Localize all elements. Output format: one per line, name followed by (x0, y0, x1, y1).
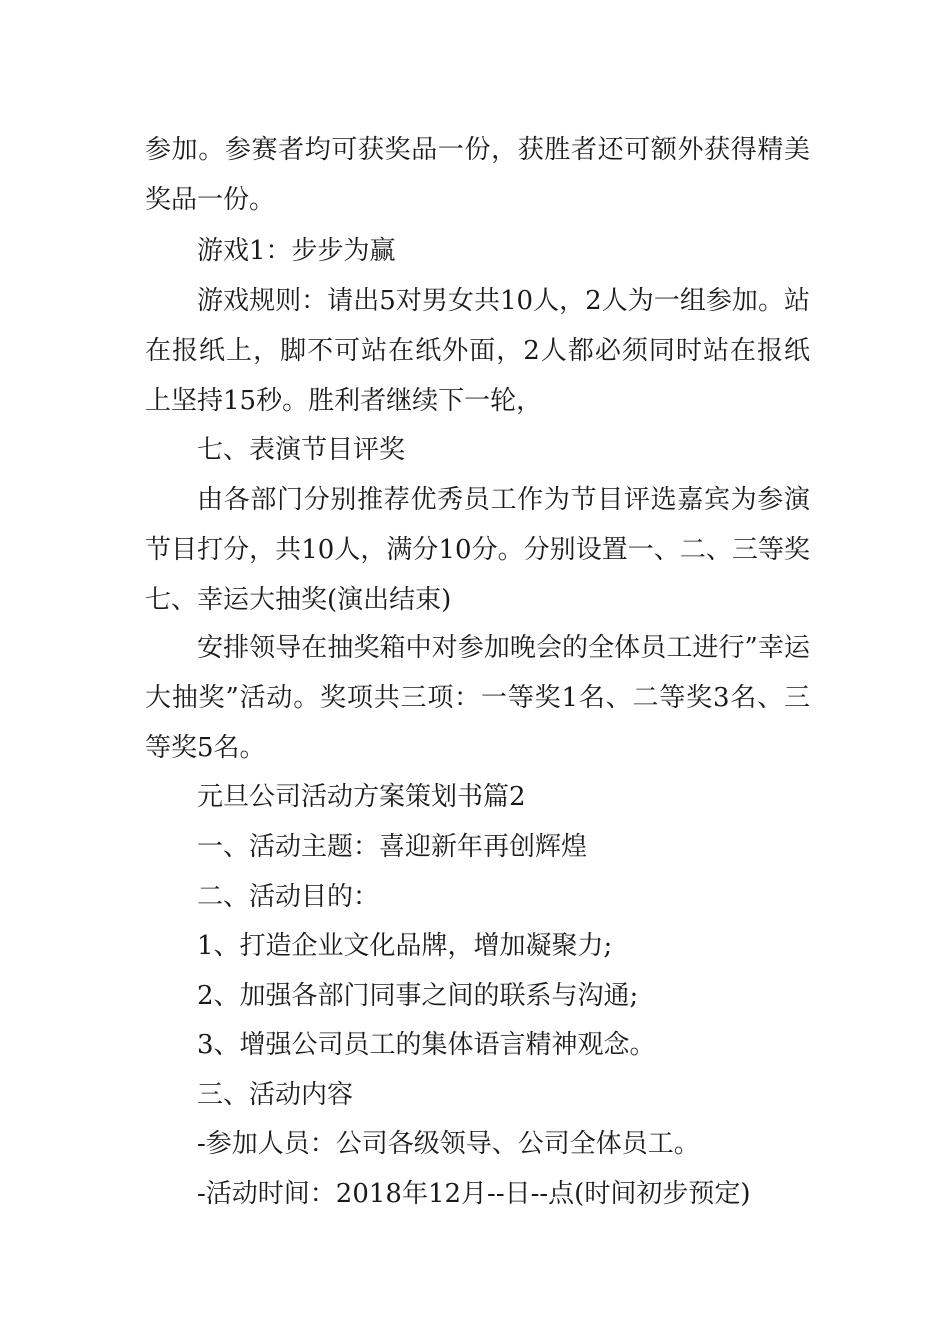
heading-game-1: 游戏1：步步为赢 (197, 236, 396, 266)
paragraph-participants: -参加人员：公司各级领导、公司全体员工。 (197, 1129, 700, 1159)
heading-activity-content: 三、活动内容 (197, 1080, 354, 1110)
heading-performance-award: 七、表演节目评奖 (197, 435, 406, 465)
paragraph-activity-time: -活动时间：2018年12月--日--点(时间初步预定) (197, 1179, 751, 1209)
paragraph-prize-info: 参加。参赛者均可获奖品一份，获胜者还可额外获得精美奖品一份。 (145, 135, 810, 215)
paragraph-lucky-draw: 安排领导在抽奖箱中对参加晚会的全体员工进行”幸运大抽奖”活动。奖项共三项：一等奖1名、二等奖3名、三等奖5名。 (145, 633, 810, 763)
list-item-purpose-1: 1、打造企业文化品牌，增加凝聚力; (197, 931, 613, 961)
heading-activity-theme: 一、活动主题：喜迎新年再创辉煌 (197, 832, 588, 862)
heading-plan-part-2: 元旦公司活动方案策划书篇2 (197, 782, 526, 812)
list-item-purpose-2: 2、加强各部门同事之间的联系与沟通; (197, 981, 639, 1011)
paragraph-game-rules: 游戏规则：请出5对男女共10人，2人为一组参加。站在报纸上，脚不可站在纸外面，2人都必须同时站在报纸上坚持15秒。胜利者继续下一轮， (145, 286, 810, 416)
heading-activity-purpose: 二、活动目的： (197, 882, 380, 912)
list-item-purpose-3: 3、增强公司员工的集体语言精神观念。 (197, 1030, 656, 1060)
paragraph-award-judging: 由各部门分别推荐优秀员工作为节目评选嘉宾为参演节目打分，共10人，满分10分。分别设置一、二、三等奖七、幸运大抽奖(演出结束) (145, 485, 810, 615)
